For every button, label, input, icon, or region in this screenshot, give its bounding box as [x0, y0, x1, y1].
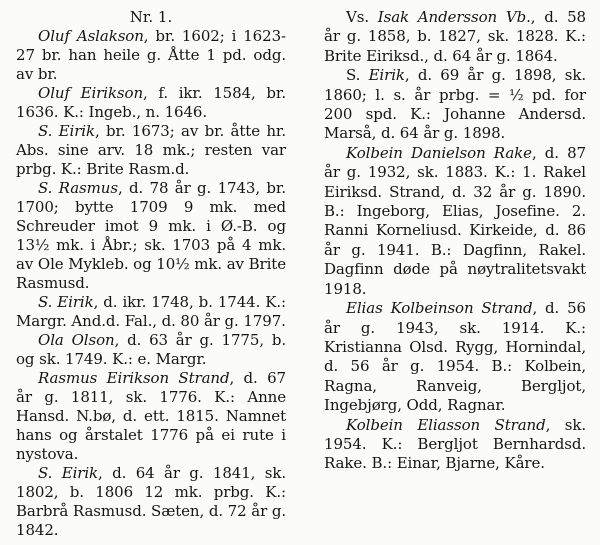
person-name: S. Eirik [38, 293, 94, 311]
entry [16, 464, 286, 540]
entry-text: , br. 1673; av br. åtte hr. Abs. sine arv. 18 mk.; resten var prbg. K.: Brite Rasm.d. [16, 122, 286, 178]
entry [16, 293, 286, 331]
entry [324, 416, 586, 474]
person-name: Oluf Eirikson [38, 84, 144, 102]
entry-text: , d. 87 år g. 1932, sk. 1883. K.: 1. Rakel Eiriksd. Strand, d. 32 år g. 1890. B.: Ingeborg, Elias, Josefine. 2. Ranni Korneliusd. Kirkeide, d. 86 år g. 1941. B.: Dagfinn, Rakel. Dagfinn døde på nøytralitetsvakt 1918. [324, 143, 586, 298]
entry-text: , d. 69 år g. 1898, sk. 1860; l. s. år prbg. = ½ pd. for 200 spd. K.: Johanne Andersd. Marså, d. 64 år g. 1898. [324, 66, 586, 143]
left-column [16, 8, 286, 540]
right-column [324, 8, 586, 474]
entry [324, 144, 586, 299]
person-name: S. Eirik [38, 464, 99, 482]
entry [324, 299, 586, 415]
entry-text: , d. 64 år g. 1841, sk. 1802, b. 1806 12 mk. prbg. K.: Barbrå Rasmusd. Sæten, d. 72 år g. 1842. [16, 464, 286, 539]
entry-text: , d. 56 år g. 1943, sk. 1914. K.: Kristianna Olsd. Rygg, Hornindal, d. 56 år g. 1954. B.: Kolbein, Ragna, Ranveig, Bergljot, Ingebjørg, Odd, Ragnar. [324, 299, 586, 415]
entry-text: , sk. 1954. K.: Bergljot Bernhardsd. Rake. B.: Einar, Bjarne, Kåre. [324, 415, 586, 473]
person-name: Kolbein Danielson Rake [346, 143, 532, 162]
person-name: Elias Kolbeinson Strand [346, 299, 533, 318]
entry [16, 369, 286, 464]
person-name: S. Rasmus [38, 179, 118, 197]
person-name: S. Eirik [38, 122, 95, 140]
entry-text: , d. ikr. 1748, b. 1744. K.: Margr. And.d. Fal., d. 80 år g. 1797. [16, 293, 286, 330]
entry-prefix: S. [346, 66, 369, 85]
section-title: Nr. 1. [129, 8, 173, 26]
entry [16, 179, 286, 293]
entry [16, 27, 286, 84]
person-name: Isak Andersson Vb. [377, 8, 531, 26]
column-gutter [303, 6, 304, 536]
person-name: Kolbein Eliasson Strand [346, 415, 546, 434]
person-name: Eirik [368, 66, 405, 85]
entry-prefix: Vs. [346, 8, 378, 26]
entry-text: , d. 78 år g. 1743, br. 1700; bytte 1709 9 mk. med Schreuder imot 9 mk. i Ø.-B. og 13½ mk. i Åbr.; sk. 1703 på 4 mk. av Ole Mykleb. og 10½ mk. av Brite Rasmusd. [16, 179, 286, 292]
entry-text: , d. 58 år g. 1858, b. 1827, sk. 1828. K.: Brite Eiriksd., d. 64 år g. 1864. [324, 8, 587, 65]
person-name: Ola Olson [38, 331, 115, 349]
entry-text: , d. 67 år g. 1811, sk. 1776. K.: Anne Hansd. N.bø, d. ett. 1815. Namnet hans og årstalet 1776 på ei rute i nystova. [16, 369, 286, 463]
entry [16, 122, 286, 179]
entry-text: , d. 63 år g. 1775, b. og sk. 1749. K.: e. Margr. [16, 331, 286, 368]
entry [16, 84, 286, 122]
person-name: Oluf Aslakson [38, 27, 144, 45]
entry [324, 66, 586, 144]
entry [324, 8, 586, 66]
entry-text: , br. 1602; i 1623-27 br. han heile g. Åtte 1 pd. odg. av br. [16, 27, 286, 83]
entry-text: , f. ikr. 1584, br. 1636. K.: Ingeb., n. 1646. [16, 84, 286, 121]
person-name: Rasmus Eirikson Strand [38, 369, 230, 387]
entry [16, 331, 286, 369]
